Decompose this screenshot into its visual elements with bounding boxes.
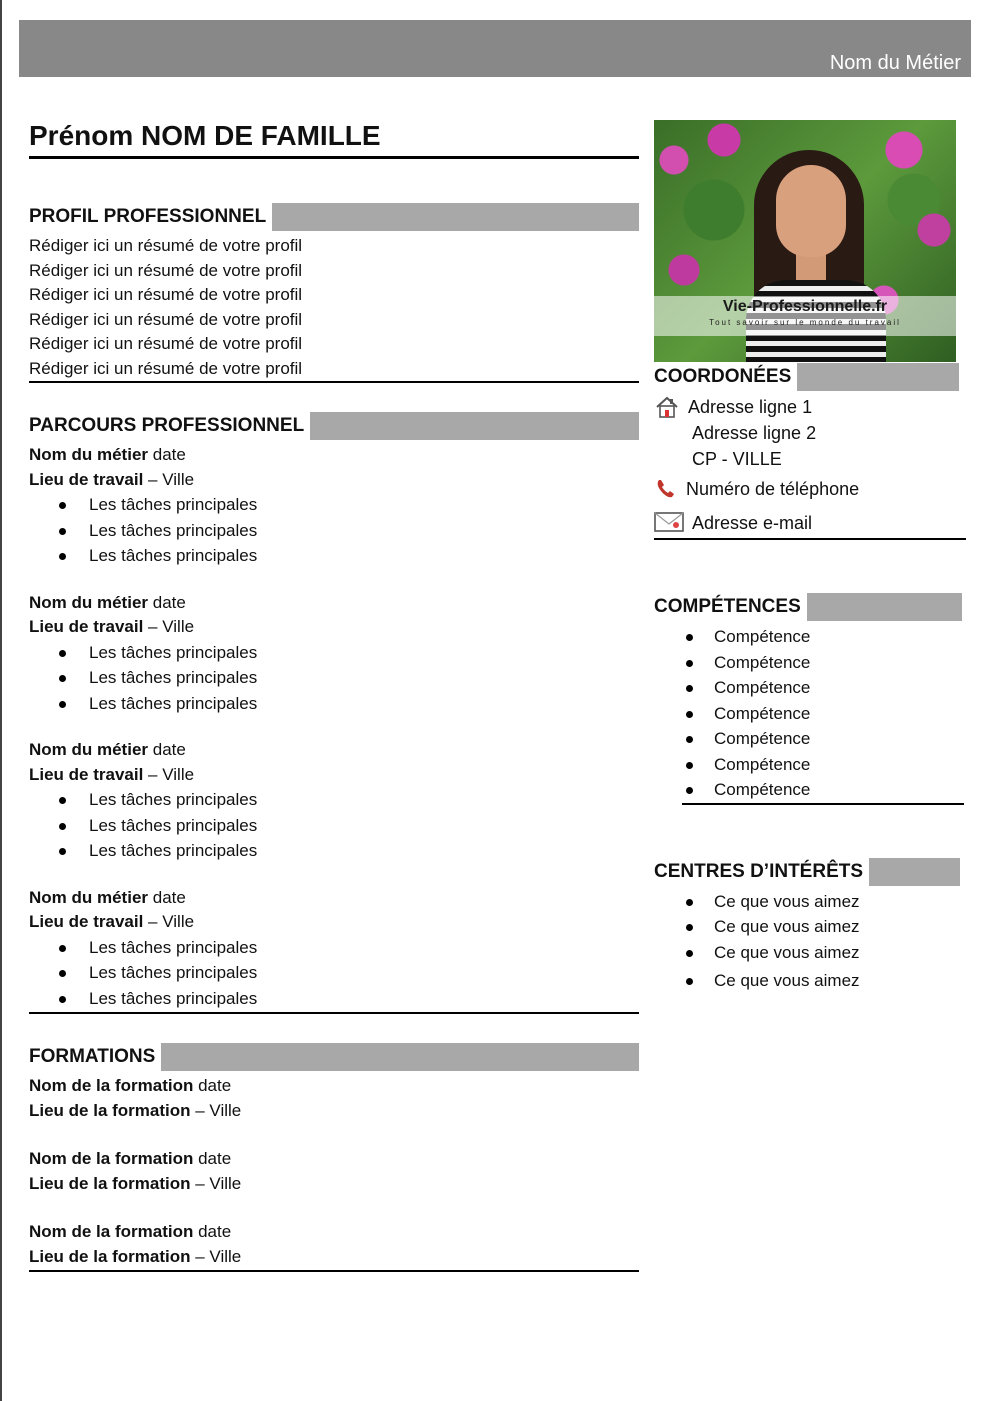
experience-header [29, 411, 639, 441]
job-date: date [148, 887, 186, 907]
task-item: Les tâches principales [55, 492, 639, 518]
task-item: Les tâches principales [55, 935, 639, 961]
section-fill-bar [797, 363, 959, 391]
skill-item: Compétence [682, 701, 964, 727]
education-body [29, 1072, 639, 1272]
task-list [55, 935, 639, 1012]
interest-item: Ce que vous aimez [682, 889, 966, 915]
education-city: – Ville [190, 1100, 242, 1120]
section-fill-bar [161, 1043, 639, 1071]
address-line-2: Adresse ligne 2 [692, 423, 817, 443]
profile-line: Rédiger ici un résumé de votre profil [29, 358, 303, 378]
job-entry [29, 738, 639, 864]
task-list [55, 787, 639, 864]
job-date: date [148, 740, 186, 759]
job-city: – Ville [143, 912, 195, 931]
email-row [654, 510, 966, 536]
education-city: – Ville [190, 1173, 242, 1193]
task-item: Les tâches principales [55, 960, 639, 986]
education-date: date [193, 1076, 232, 1095]
education-date: date [193, 1222, 232, 1241]
education-name: Nom de la formation [29, 1076, 194, 1095]
home-icon [654, 395, 680, 419]
education-name: Nom de la formation [29, 1222, 194, 1241]
job-entry [29, 443, 639, 569]
task-item: Les tâches principales [55, 787, 639, 813]
job-role: Nom du métier [29, 592, 149, 612]
profile-line: Rédiger ici un résumé de votre profil [29, 309, 303, 329]
skill-item: Compétence [682, 624, 964, 650]
education-city: – Ville [190, 1246, 242, 1266]
interest-item: Ce que vous aimez [682, 940, 966, 966]
skill-item: Compétence [682, 777, 964, 803]
job-place: Lieu de travail [29, 912, 144, 931]
job-city: – Ville [143, 764, 195, 784]
task-item: Les tâches principales [55, 838, 639, 864]
interest-item: Ce que vous aimez [682, 914, 966, 940]
experience-section [29, 411, 639, 1014]
education-place: Lieu de la formation [29, 1173, 191, 1193]
task-item: Les tâches principales [55, 986, 639, 1012]
task-item: Les tâches principales [55, 543, 639, 569]
profile-photo [654, 120, 956, 362]
education-entry [29, 1147, 639, 1196]
page-left-border [0, 0, 2, 1401]
profile-line: Rédiger ici un résumé de votre profil [29, 285, 303, 304]
education-title: FORMATIONS [29, 1046, 156, 1067]
interests-list [682, 887, 966, 994]
skill-item: Compétence [682, 675, 964, 701]
profile-title: PROFIL PROFESSIONNEL [29, 206, 267, 227]
address-line-1: Adresse ligne 1 [688, 397, 813, 417]
phone-icon [654, 477, 678, 501]
interest-item: Ce que vous aimez [682, 968, 966, 994]
task-list [55, 492, 639, 569]
header-bar [19, 20, 971, 77]
job-date: date [148, 445, 186, 464]
interests-section [654, 857, 966, 994]
education-place: Lieu de la formation [29, 1246, 191, 1266]
education-entry [29, 1220, 639, 1269]
interests-header [654, 857, 966, 887]
experience-title: PARCOURS PROFESSIONNEL [29, 415, 305, 436]
job-entry [29, 591, 639, 717]
address-row [654, 394, 966, 420]
job-place: Lieu de travail [29, 617, 144, 636]
photo-watermark [654, 296, 956, 336]
section-fill-bar [310, 412, 639, 440]
experience-body [29, 441, 639, 1014]
section-fill-bar [869, 858, 960, 886]
task-item: Les tâches principales [55, 640, 639, 666]
task-list [55, 640, 639, 717]
job-place: Lieu de travail [29, 469, 144, 489]
section-fill-bar [807, 593, 962, 621]
job-city: – Ville [143, 469, 195, 489]
job-role: Nom du métier [29, 445, 149, 464]
education-name: Nom de la formation [29, 1149, 194, 1168]
job-role: Nom du métier [29, 740, 149, 759]
contact-title: COORDONÉES [654, 366, 792, 387]
education-place: Lieu de la formation [29, 1100, 191, 1120]
job-place: Lieu de travail [29, 764, 144, 784]
profile-line: Rédiger ici un résumé de votre profil [29, 334, 303, 353]
phone-number: Numéro de téléphone [686, 479, 860, 499]
profile-section [29, 202, 639, 383]
job-entry [29, 886, 639, 1012]
task-item: Les tâches principales [55, 518, 639, 544]
task-item: Les tâches principales [55, 665, 639, 691]
phone-row [654, 476, 966, 502]
email-address: Adresse e-mail [692, 513, 813, 533]
education-section [29, 1042, 639, 1272]
skill-item: Compétence [682, 726, 964, 752]
section-fill-bar [272, 203, 639, 231]
profile-line: Rédiger ici un résumé de votre profil [29, 260, 303, 280]
education-entry [29, 1074, 639, 1123]
skills-header [654, 592, 966, 622]
address-line-3: CP - VILLE [692, 449, 782, 469]
skills-section [654, 592, 966, 805]
profile-line: Rédiger ici un résumé de votre profil [29, 236, 303, 255]
watermark-brand: Vie-Professionnelle.fr [722, 298, 888, 315]
job-date: date [148, 592, 186, 612]
profile-body [29, 232, 639, 383]
photo-face [776, 165, 846, 257]
education-date: date [193, 1149, 232, 1168]
task-item: Les tâches principales [55, 813, 639, 839]
contact-section [654, 362, 966, 540]
job-city: – Ville [143, 617, 195, 636]
left-column [29, 120, 639, 1272]
interests-title: CENTRES D’INTÉRÊTS [654, 860, 864, 882]
skills-title: COMPÉTENCES [654, 596, 801, 617]
watermark-tagline: Tout savoir sur le monde du travail [709, 318, 901, 327]
skill-item: Compétence [682, 650, 964, 676]
job-title: Nom du Métier [829, 52, 961, 74]
education-header [29, 1042, 639, 1072]
job-role: Nom du métier [29, 887, 149, 907]
profile-header [29, 202, 639, 232]
skill-item: Compétence [682, 752, 964, 778]
task-item: Les tâches principales [55, 691, 639, 717]
contact-header [654, 362, 966, 392]
contact-body [654, 392, 966, 540]
right-column [654, 120, 966, 994]
full-name: Prénom NOM DE FAMILLE [29, 120, 639, 159]
skills-list [682, 622, 964, 805]
envelope-icon [654, 511, 684, 535]
